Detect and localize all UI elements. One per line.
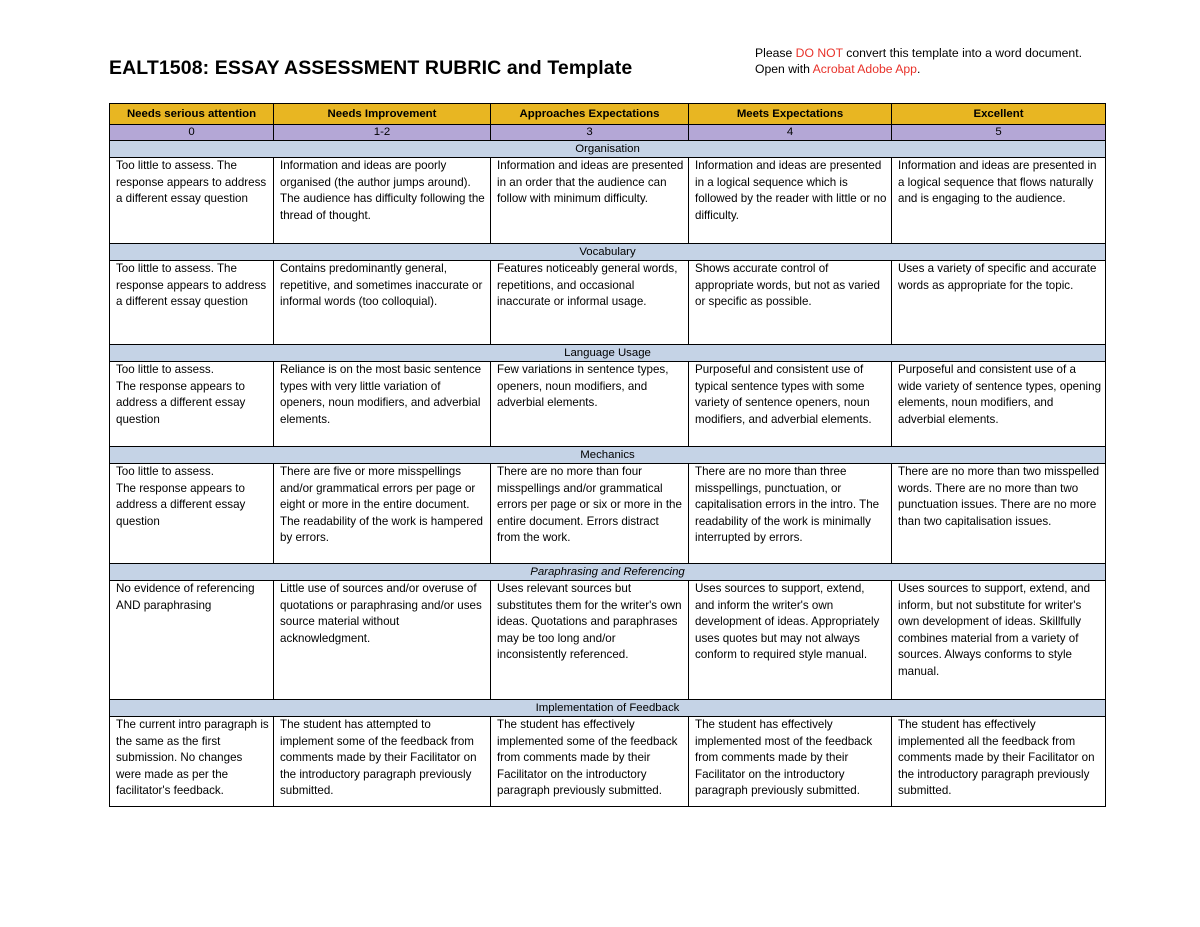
score-row: [110, 125, 1106, 141]
note-line-2: [755, 61, 1082, 77]
criteria-cell: Little use of sources and/or overuse of quotations or paraphrasing and/or uses source material without acknowledgment.: [274, 581, 491, 700]
criteria-cell: There are five or more misspellings and/or grammatical errors per page or eight or more in the entire document. The readability of the work is hampered by errors.: [274, 464, 491, 564]
criteria-cell: Information and ideas are presented in a logical sequence that flows naturally and is engaging to the audience.: [892, 158, 1106, 244]
criteria-row: [110, 261, 1106, 345]
level-header: Needs Improvement: [274, 104, 491, 125]
criteria-cell: Shows accurate control of appropriate words, but not as varied or specific as possible.: [689, 261, 892, 345]
conversion-note: [755, 45, 1082, 77]
note-text: Please: [755, 46, 796, 60]
criteria-cell: Purposeful and consistent use of a wide variety of sentence types, opening elements, noun modifiers, and adverbial elements.: [892, 362, 1106, 447]
criteria-cell: There are no more than two misspelled words. There are no more than two punctuation issues. There are no more than two capitalisation issues.: [892, 464, 1106, 564]
criteria-cell: Uses sources to support, extend, and inform the writer's own development of ideas. Appropriately uses quotes but may not always conform to required style manual.: [689, 581, 892, 700]
category-row: [110, 141, 1106, 158]
category-title: Paraphrasing and Referencing: [110, 564, 1106, 581]
category-title: Vocabulary: [110, 244, 1106, 261]
criteria-cell: No evidence of referencing AND paraphrasing: [110, 581, 274, 700]
level-header-row: [110, 104, 1106, 125]
criteria-cell: The student has attempted to implement some of the feedback from comments made by their Facilitator on the introductory paragraph previously submitted.: [274, 717, 491, 807]
rubric-table: [109, 103, 1106, 807]
criteria-cell: Information and ideas are presented in a logical sequence which is followed by the reader with little or no difficulty.: [689, 158, 892, 244]
category-row: [110, 244, 1106, 261]
category-title: Organisation: [110, 141, 1106, 158]
score-cell: 4: [689, 125, 892, 141]
criteria-row: [110, 581, 1106, 700]
criteria-cell: Reliance is on the most basic sentence types with very little variation of openers, noun modifiers, and adverbial elements.: [274, 362, 491, 447]
criteria-cell: Information and ideas are poorly organised (the author jumps around). The audience has difficulty following the thread of thought.: [274, 158, 491, 244]
criteria-cell: Information and ideas are presented in an order that the audience can follow with minimum difficulty.: [491, 158, 689, 244]
category-row: [110, 564, 1106, 581]
note-line-1: [755, 45, 1082, 61]
category-title: Mechanics: [110, 447, 1106, 464]
criteria-row: [110, 717, 1106, 807]
criteria-cell: Features noticeably general words, repetitions, and occasional inaccurate or informal usage.: [491, 261, 689, 345]
score-cell: 0: [110, 125, 274, 141]
criteria-row: [110, 158, 1106, 244]
category-title: Implementation of Feedback: [110, 700, 1106, 717]
criteria-cell: Uses sources to support, extend, and inform, but not substitute for writer's own development of ideas. Skillfully combines material from a variety of sources. Always conforms to style manual.: [892, 581, 1106, 700]
score-cell: 5: [892, 125, 1106, 141]
document-title: EALT1508: ESSAY ASSESSMENT RUBRIC and Template: [109, 57, 633, 79]
criteria-row: [110, 464, 1106, 564]
level-header: Excellent: [892, 104, 1106, 125]
category-row: [110, 345, 1106, 362]
criteria-cell: Uses a variety of specific and accurate words as appropriate for the topic.: [892, 261, 1106, 345]
note-warning: DO NOT: [795, 46, 843, 60]
criteria-cell: There are no more than three misspellings, punctuation, or capitalisation errors in the intro. The readability of the work is minimally interrupted by errors.: [689, 464, 892, 564]
criteria-cell: Uses relevant sources but substitutes them for the writer's own ideas. Quotations and paraphrases may be too long and/or inconsistently referenced.: [491, 581, 689, 700]
criteria-cell: The student has effectively implemented most of the feedback from comments made by their Facilitator on the introductory paragraph previously submitted.: [689, 717, 892, 807]
level-header: Meets Expectations: [689, 104, 892, 125]
note-app-name: Acrobat Adobe App: [812, 62, 917, 76]
criteria-cell: Contains predominantly general, repetitive, and sometimes inaccurate or informal words (too colloquial).: [274, 261, 491, 345]
note-text: convert this template into a word document.: [842, 46, 1082, 60]
criteria-cell: Too little to assess. The response appears to address a different essay question: [110, 362, 274, 447]
level-header: Approaches Expectations: [491, 104, 689, 125]
criteria-cell: Too little to assess. The response appears to address a different essay question: [110, 464, 274, 564]
score-cell: 1-2: [274, 125, 491, 141]
criteria-cell: The current intro paragraph is the same as the first submission. No changes were made as per the facilitator's feedback.: [110, 717, 274, 807]
level-header: Needs serious attention: [110, 104, 274, 125]
criteria-row: [110, 362, 1106, 447]
criteria-cell: The student has effectively implemented all the feedback from comments made by their Facilitator on the introductory paragraph previously submitted.: [892, 717, 1106, 807]
criteria-cell: Purposeful and consistent use of typical sentence types with some variety of sentence openers, noun modifiers, and adverbial elements.: [689, 362, 892, 447]
criteria-cell: Few variations in sentence types, openers, noun modifiers, and adverbial elements.: [491, 362, 689, 447]
criteria-cell: The student has effectively implemented some of the feedback from comments made by their Facilitator on the introductory paragraph previously submitted.: [491, 717, 689, 807]
category-title: Language Usage: [110, 345, 1106, 362]
criteria-cell: Too little to assess. The response appears to address a different essay question: [110, 261, 274, 345]
note-text: Open with: [755, 62, 813, 76]
rubric-body: [110, 104, 1106, 807]
note-text: .: [916, 62, 921, 76]
criteria-cell: There are no more than four misspellings and/or grammatical errors per page or six or more in the entire document. Errors distract from the work.: [491, 464, 689, 564]
category-row: [110, 447, 1106, 464]
criteria-cell: Too little to assess. The response appears to address a different essay question: [110, 158, 274, 244]
category-row: [110, 700, 1106, 717]
score-cell: 3: [491, 125, 689, 141]
